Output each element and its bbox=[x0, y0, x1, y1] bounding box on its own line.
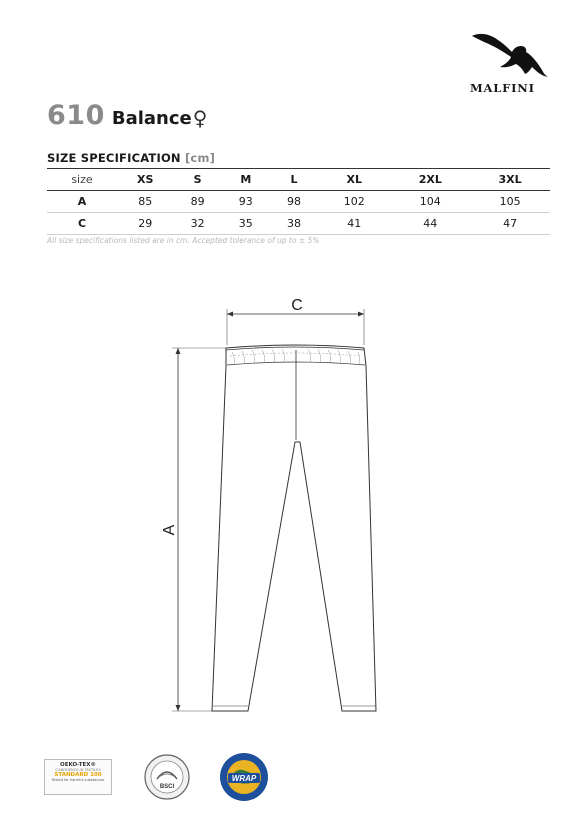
table-cell: 41 bbox=[347, 217, 362, 230]
table-cell: 102 bbox=[343, 195, 365, 208]
bsci-label: BSCI bbox=[159, 784, 175, 790]
table-row bbox=[47, 191, 550, 213]
oeko-title: OEKO-TEX® bbox=[60, 762, 96, 768]
table-cell: 93 bbox=[238, 195, 253, 208]
table-cell: 32 bbox=[190, 217, 205, 230]
dimension-c-label: C bbox=[291, 297, 303, 314]
oeko-standard: STANDARD 100 bbox=[54, 772, 102, 778]
wrap-label: WRAP bbox=[231, 774, 257, 783]
table-cell: 35 bbox=[238, 217, 253, 230]
eagle-icon bbox=[470, 30, 550, 78]
oeko-subtitle: CONFIDENCE IN TEXTILES bbox=[55, 768, 101, 772]
female-symbol-icon: ♀ bbox=[192, 106, 208, 130]
table-cell: 89 bbox=[190, 195, 205, 208]
table-cell: 29 bbox=[138, 217, 153, 230]
product-code: 610 bbox=[47, 100, 105, 131]
leggings-drawing bbox=[0, 290, 588, 730]
size-header: L bbox=[290, 173, 298, 186]
oeko-tex-badge bbox=[44, 759, 112, 795]
table-cell: 98 bbox=[287, 195, 301, 208]
spec-heading bbox=[47, 151, 215, 165]
product-name: Balance bbox=[111, 108, 192, 129]
dimension-a-label: A bbox=[161, 524, 178, 536]
table-cell: 44 bbox=[423, 217, 438, 230]
size-header-row bbox=[47, 169, 550, 191]
size-table bbox=[47, 168, 550, 235]
table-cell: 104 bbox=[419, 195, 441, 208]
table-cell: 85 bbox=[138, 195, 153, 208]
brand-name: MALFINI bbox=[470, 81, 535, 95]
product-title bbox=[47, 100, 207, 134]
table-cell: 105 bbox=[499, 195, 521, 208]
size-header: S bbox=[193, 173, 202, 186]
row-label: C bbox=[77, 217, 87, 230]
size-header-label: size bbox=[71, 173, 93, 186]
leggings-outline bbox=[212, 345, 376, 711]
table-row bbox=[47, 213, 550, 235]
malfini-logo bbox=[466, 30, 550, 94]
size-header: 3XL bbox=[498, 173, 522, 186]
oeko-tested: Tested for harmful substances bbox=[51, 778, 105, 782]
table-cell: 38 bbox=[287, 217, 301, 230]
row-label: A bbox=[77, 195, 87, 208]
spec-heading-text: SIZE SPECIFICATION bbox=[47, 151, 181, 165]
dimension-c bbox=[227, 309, 364, 345]
spec-unit: [cm] bbox=[184, 151, 216, 165]
bsci-badge bbox=[143, 753, 191, 801]
size-header: M bbox=[240, 173, 252, 186]
size-header: 2XL bbox=[418, 173, 442, 186]
wrap-badge bbox=[218, 751, 270, 803]
table-cell: 47 bbox=[503, 217, 518, 230]
size-header: XL bbox=[346, 173, 363, 186]
size-header: XS bbox=[137, 173, 154, 186]
tolerance-note: All size specifications listed are in cm. Accepted tolerance of up to ± 5% bbox=[47, 236, 320, 245]
